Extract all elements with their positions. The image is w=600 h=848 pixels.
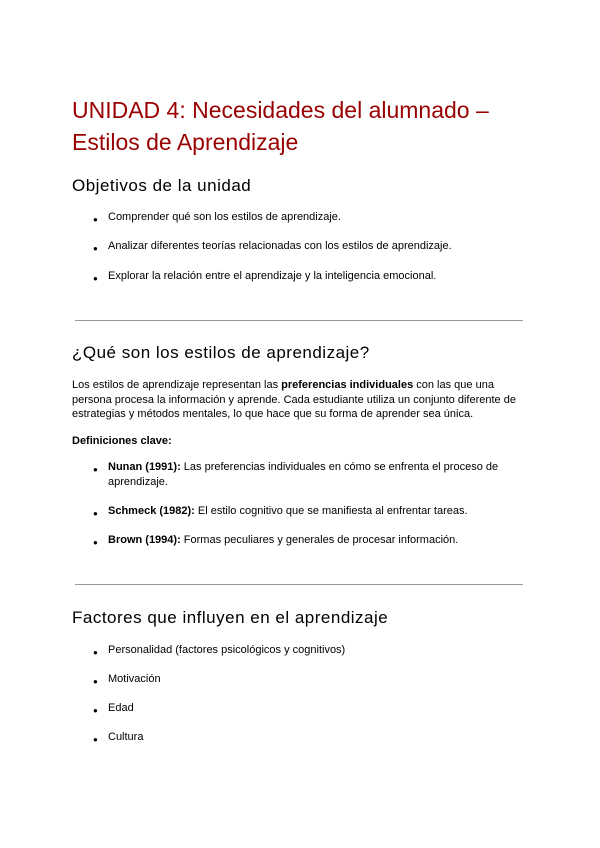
bullet-icon: ● <box>93 538 98 547</box>
bullet-icon: ● <box>93 509 98 518</box>
page-title: UNIDAD 4: Necesidades del alumnado – Estilos de Aprendizaje <box>72 97 489 155</box>
bullet-icon: ● <box>93 648 98 657</box>
bullet-icon: ● <box>93 465 98 474</box>
bullet-icon: ● <box>93 706 98 715</box>
document-page: UNIDAD 4: Necesidades del alumnado – Estilos de Aprendizaje Objetivos de la unidad ● Comprender qué son los estilos de aprendizaje. ● Analizar diferentes teorías relacionadas con los estilos de aprendizaje. ● Explorar la relación entre el aprendizaje y la inteligencia emocional. ¿Qué son los estilos de aprendizaje? Los estilos de aprendizaje representan las preferencias individuales con las que una persona procesa la información y aprende. Cada estudiante utiliza un conjunto diferente de estrategias y métodos mentales, lo que hace que su forma de aprender sea única. Definiciones clave: ● Nunan (1991): Las preferencias individuales en cómo se enfrenta el proceso de aprendizaje. ● Schmeck (1982): El estilo cognitivo que se manifiesta al enfrentar tareas. ● Brown (1994): Formas peculiares y generales de procesar información. Factores que influyen en el aprendizaje ● Personalidad (factores psicológicos y cognitivos) ● Motivación ● Edad ● Cultura <box>0 0 600 848</box>
divider <box>75 584 523 585</box>
intro-paragraph: Los estilos de aprendizaje representan las preferencias individuales con las que una persona procesa la información y aprende. Cada estudiante utiliza un conjunto diferente de estrategias y métodos mentales, lo que hace que su forma de aprender sea única. <box>72 379 516 420</box>
divider <box>75 320 523 321</box>
heading-objetivos: Objetivos de la unidad <box>72 176 252 195</box>
bullet-icon: ● <box>93 735 98 744</box>
bullet-icon: ● <box>93 215 98 224</box>
heading-factores: Factores que influyen en el aprendizaje <box>72 608 389 627</box>
heading-que-son: ¿Qué son los estilos de aprendizaje? <box>72 343 370 362</box>
bullet-icon: ● <box>93 274 98 283</box>
bullet-icon: ● <box>93 244 98 253</box>
definiciones-label: Definiciones clave: <box>72 435 172 447</box>
bullet-icon: ● <box>93 677 98 686</box>
